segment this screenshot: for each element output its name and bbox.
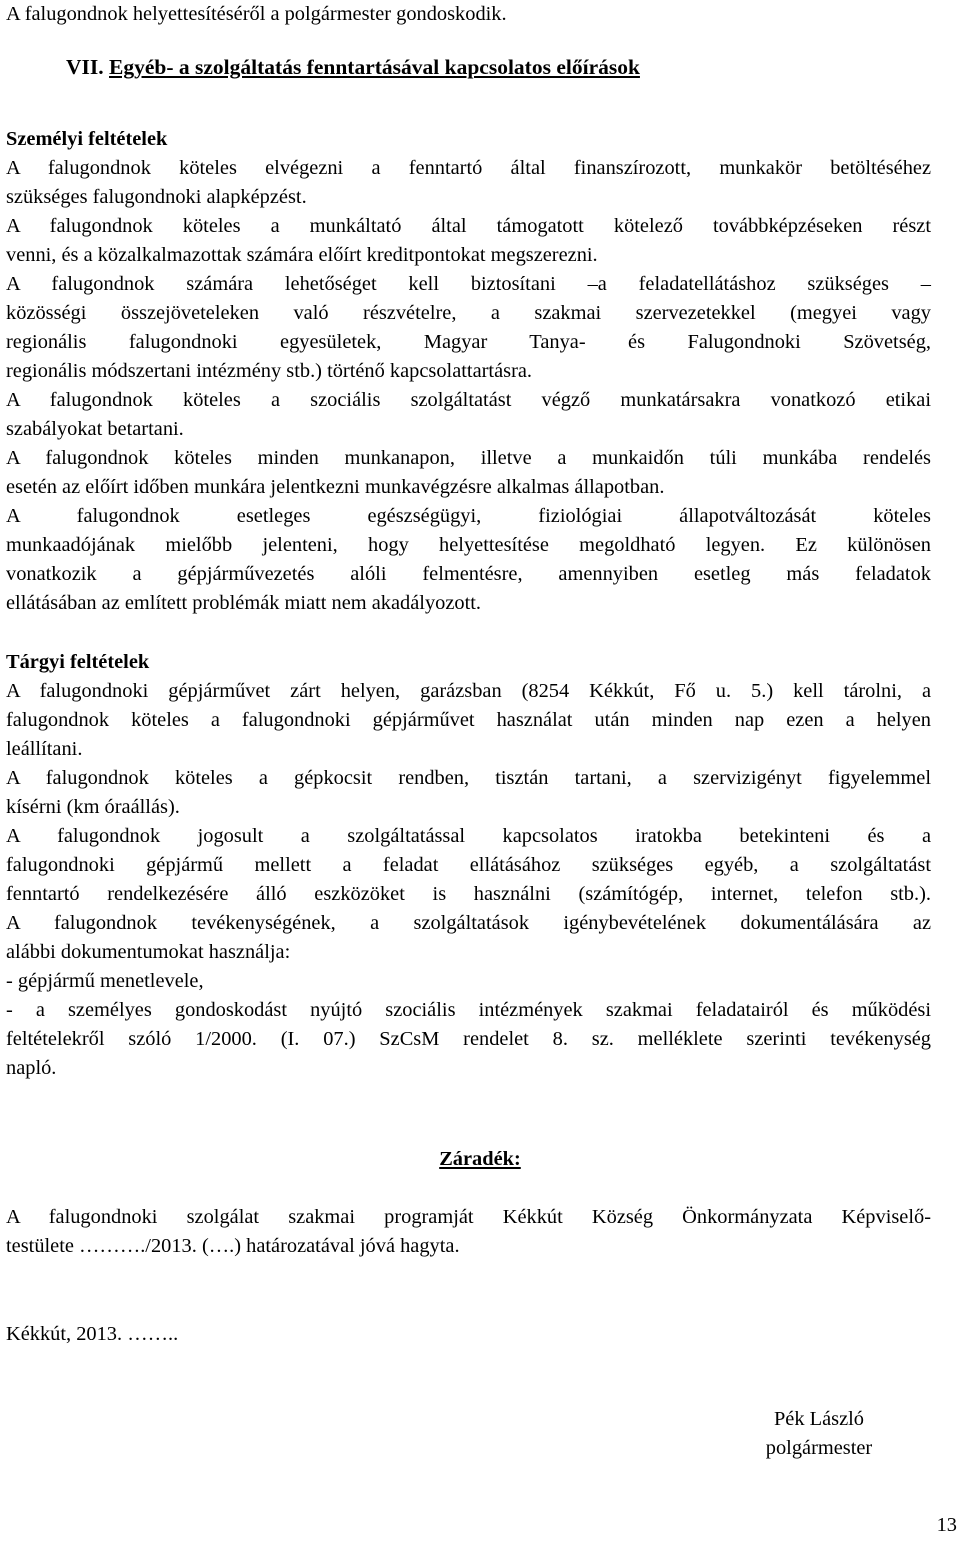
- personal-line: munkaadójának mielőbb jelenteni, hogy helyettesítése megoldható legyen. Ez különösen: [6, 534, 931, 556]
- personal-line: vonatkozik a gépjárművezetés alóli felmentésre, amennyiben esetleg más feladatok: [6, 563, 931, 585]
- material-line: falugondnoki gépjármű mellett a feladat ellátásához szükséges egyéb, a szolgáltatást: [6, 854, 931, 876]
- place-date: Kékkút, 2013. ……..: [6, 1323, 179, 1345]
- material-line: A falugondnok jogosult a szolgáltatással kapcsolatos iratokba betekinteni és a: [6, 825, 931, 847]
- personal-line: szabályokat betartani.: [6, 418, 184, 440]
- personal-line: A falugondnok köteles minden munkanapon, illetve a munkaidőn túli munkába rendelés: [6, 447, 931, 469]
- clause-line: testülete ………./2013. (….) határozatával jóvá hagyta.: [6, 1235, 460, 1257]
- signature-block: [709, 1405, 929, 1463]
- personal-line: közösségi összejöveteleken való részvételre, a szakmai szervezetekkel (megyei vagy: [6, 302, 931, 324]
- material-line: falugondnok köteles a falugondnoki gépjárművet használat után minden nap ezen a helyen: [6, 709, 931, 731]
- material-line: alábbi dokumentumokat használja:: [6, 941, 291, 963]
- material-line: - gépjármű menetlevele,: [6, 970, 204, 992]
- clause-line: A falugondnoki szolgálat szakmai programját Kékkút Község Önkormányzata Képviselő-: [6, 1206, 931, 1228]
- signature-title: polgármester: [765, 1437, 873, 1459]
- clause-heading: Záradék:: [439, 1148, 521, 1170]
- material-line: - a személyes gondoskodást nyújtó szociális intézmények szakmai feladatairól és működési: [6, 999, 931, 1021]
- personal-line: regionális falugondnoki egyesületek, Magyar Tanya- és Falugondnoki Szövetség,: [6, 331, 931, 353]
- page-number: 13: [936, 1514, 957, 1536]
- material-line: A falugondnok tevékenységének, a szolgáltatások igénybevételének dokumentálására az: [6, 912, 931, 934]
- material-line: leállítani.: [6, 738, 83, 760]
- personal-line: A falugondnok köteles a szociális szolgáltatást végző munkatársakra vonatkozó etikai: [6, 389, 931, 411]
- personal-line: venni, és a közalkalmazottak számára előírt kreditpontokat megszerezni.: [6, 244, 598, 266]
- material-line: A falugondnoki gépjárművet zárt helyen, garázsban (8254 Kékkút, Fő u. 5.) kell tárolni, a: [6, 680, 931, 702]
- section-title: [66, 55, 640, 80]
- material-line: napló.: [6, 1057, 57, 1079]
- material-line: feltételekről szóló 1/2000. (I. 07.) SzCsM rendelet 8. sz. melléklete szerinti tevékenység: [6, 1028, 931, 1050]
- personal-line: A falugondnok számára lehetőséget kell biztosítani –a feladatellátáshoz szükséges –: [6, 273, 931, 295]
- intro-line: A falugondnok helyettesítéséről a polgármester gondoskodik.: [6, 3, 507, 25]
- material-line: A falugondnok köteles a gépkocsit rendben, tisztán tartani, a szervizigényt figyelemmel: [6, 767, 931, 789]
- section-title-text: Egyéb- a szolgáltatás fenntartásával kapcsolatos előírások: [109, 55, 640, 79]
- personal-heading: Személyi feltételek: [6, 128, 168, 150]
- personal-line: esetén az előírt időben munkára jelentkezni munkavégzésre alkalmas állapotban.: [6, 476, 665, 498]
- personal-line: A falugondnok köteles a munkáltató által támogatott kötelező továbbképzéseken részt: [6, 215, 931, 237]
- signature-name: Pék László: [773, 1408, 865, 1430]
- material-heading: Tárgyi feltételek: [6, 651, 150, 673]
- personal-line: szükséges falugondnoki alapképzést.: [6, 186, 307, 208]
- material-line: kísérni (km óraállás).: [6, 796, 180, 818]
- personal-line: A falugondnok esetleges egészségügyi, fiziológiai állapotváltozását köteles: [6, 505, 931, 527]
- personal-line: ellátásában az említett problémák miatt nem akadályozott.: [6, 592, 482, 614]
- material-line: fenntartó rendelkezésére álló eszközöket is használni (számítógép, internet, telefon stb.).: [6, 883, 931, 905]
- personal-line: A falugondnok köteles elvégezni a fenntartó által finanszírozott, munkakör betöltéséhez: [6, 157, 931, 179]
- personal-line: regionális módszertani intézmény stb.) történő kapcsolattartásra.: [6, 360, 533, 382]
- section-title-number: VII.: [66, 55, 110, 79]
